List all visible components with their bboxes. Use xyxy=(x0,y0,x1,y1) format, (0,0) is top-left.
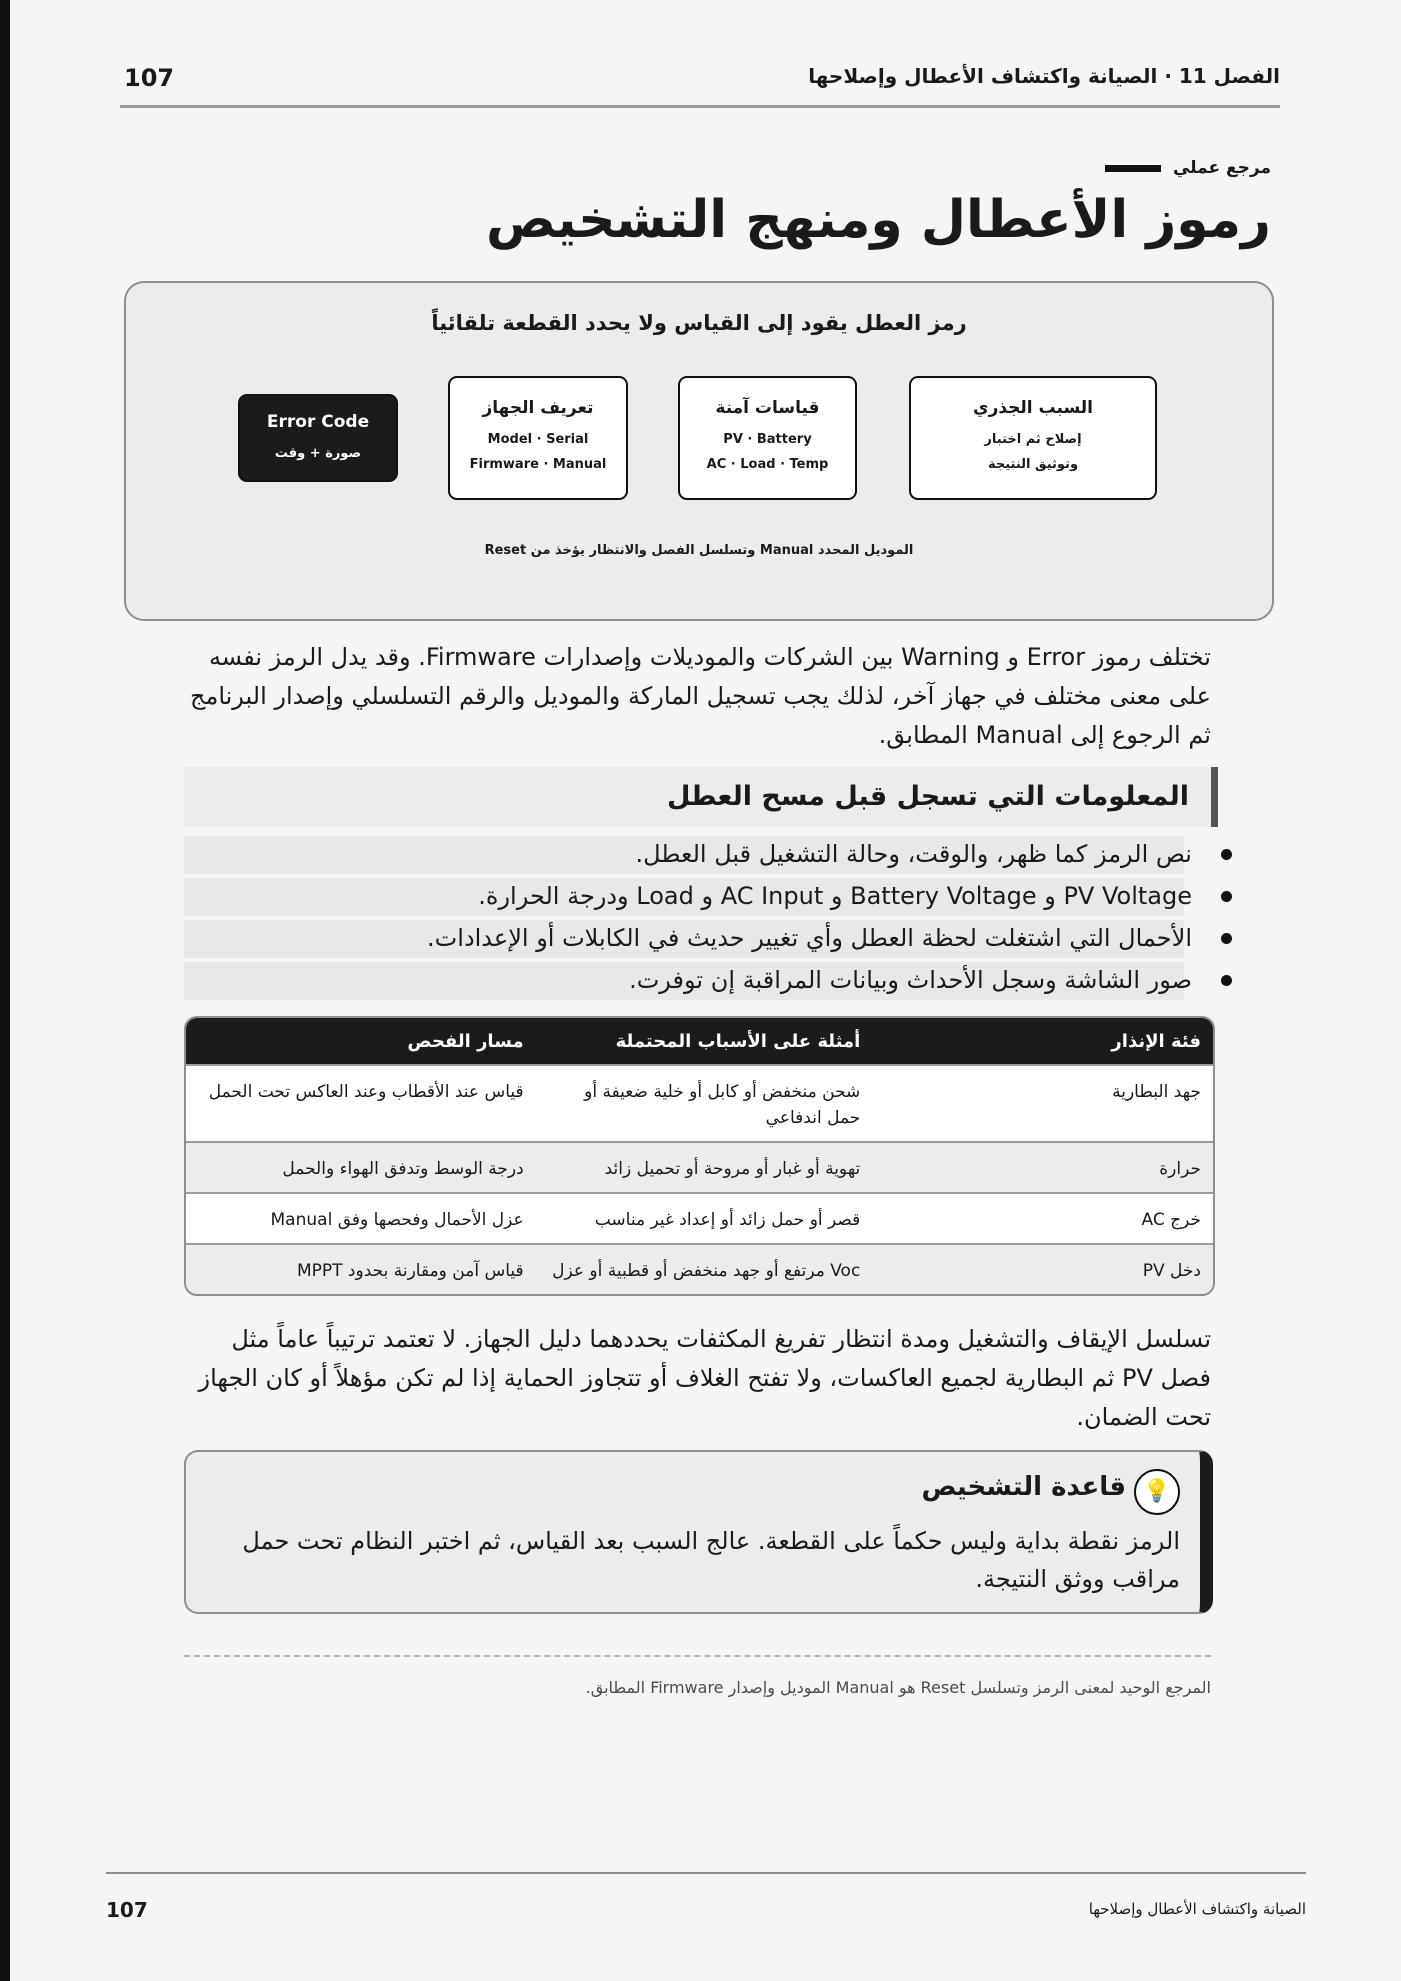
table-cell: Voc مرتفع أو جهد منخفض أو قطبية أو عزل xyxy=(536,1244,873,1294)
flow-node-subtitle: AC · Load · Temp xyxy=(706,457,829,472)
list-item-text: PV Voltage و Battery Voltage و AC Input و Load ودرجة الحرارة. xyxy=(478,882,1192,910)
callout-title: قاعدة التشخيص xyxy=(921,1472,1126,1502)
flow-node-subtitle: صورة + وقت xyxy=(274,446,362,461)
flow-node-root-cause xyxy=(909,376,1157,500)
table-cell: قياس آمن ومقارنة بحدود MPPT xyxy=(186,1244,536,1294)
table-row xyxy=(186,1193,1213,1244)
column-header: فئة الإنذار xyxy=(872,1018,1213,1065)
table-cell: درجة الوسط وتدفق الهواء والحمل xyxy=(186,1142,536,1193)
table-header-row xyxy=(186,1018,1213,1065)
source-note: المرجع الوحيد لمعنى الرمز وتسلسل Reset هو Manual الموديل وإصدار Firmware المطابق. xyxy=(585,1678,1211,1697)
table-cell: قصر أو حمل زائد أو إعداد غير مناسب xyxy=(536,1193,873,1244)
flow-node-device-id xyxy=(448,376,628,500)
table-cell: حرارة xyxy=(872,1142,1213,1193)
diagnosis-flow-diagram xyxy=(124,281,1274,621)
column-header: مسار الفحص xyxy=(186,1018,536,1065)
alarm-table xyxy=(184,1016,1215,1296)
column-header: أمثلة على الأسباب المحتملة xyxy=(536,1018,873,1065)
table-cell: دخل PV xyxy=(872,1244,1213,1294)
flow-node-subtitle: Firmware · Manual xyxy=(469,457,607,472)
section-kicker xyxy=(1105,158,1271,178)
flow-node-title: قياسات آمنة xyxy=(715,398,820,418)
intro-paragraph: تختلف رموز Error و Warning بين الشركات والموديلات وإصدارات Firmware. وقد يدل الرمز نفسه على معنى مختلف في جهاز آخر، لذلك يجب تسجيل الماركة والموديل والرقم التسلسلي وإصدار البرنامج ثم الرجوع إلى Manual المطابق. xyxy=(189,643,1211,749)
table-row xyxy=(186,1244,1213,1294)
kicker-label: مرجع عملي xyxy=(1172,158,1271,178)
book-page xyxy=(10,0,1401,1981)
header-chapter-title: الفصل 11 · الصيانة واكتشاف الأعطال وإصلاحها xyxy=(808,64,1280,88)
list-item-text: نص الرمز كما ظهر، والوقت، وحالة التشغيل قبل العطل. xyxy=(635,840,1192,868)
bullet-icon xyxy=(1221,891,1232,902)
section-heading-box xyxy=(184,767,1218,827)
header-rule xyxy=(120,105,1280,108)
running-header xyxy=(120,62,1280,98)
safety-paragraph: تسلسل الإيقاف والتشغيل ومدة انتظار تفريغ المكثفات يحددهما دليل الجهاز. لا تعتمد ترتيباً عاماً مثل فصل PV ثم البطارية لجميع العاكسات، ولا تفتح الغلاف أو تتجاوز الحماية إذا لم تكن مؤهلاً أو كان الجهاز تحت الضمان. xyxy=(198,1325,1211,1431)
table-row xyxy=(186,1142,1213,1193)
footer-rule xyxy=(106,1872,1306,1874)
list-item-text: صور الشاشة وسجل الأحداث وبيانات المراقبة إن توفرت. xyxy=(629,966,1192,994)
flow-node-error-code xyxy=(238,394,398,482)
flow-node-safe-measurements xyxy=(678,376,857,500)
diagnosis-rule-callout xyxy=(184,1450,1213,1614)
table-cell: شحن منخفض أو كابل أو خلية ضعيفة أو حمل اندفاعي xyxy=(536,1065,873,1142)
bullet-icon xyxy=(1221,849,1232,860)
table-cell: قياس عند الأقطاب وعند العاكس تحت الحمل xyxy=(186,1065,536,1142)
table-cell: جهد البطارية xyxy=(872,1065,1213,1142)
dashed-divider xyxy=(184,1655,1211,1657)
table-row xyxy=(186,1065,1213,1142)
flow-note: الموديل المحدد Manual وتسلسل الفصل والانتظار يؤخذ من Reset xyxy=(484,543,914,558)
callout-text: الرمز نقطة بداية وليس حكماً على القطعة. عالج السبب بعد القياس، ثم اختبر النظام تحت حمل مراقب ووثق النتيجة. xyxy=(242,1527,1180,1593)
header-page-number: 107 xyxy=(124,64,175,92)
page-edge-band xyxy=(0,0,10,1981)
checklist xyxy=(184,836,1232,1004)
flow-title: رمز العطل يقود إلى القياس ولا يحدد القطعة تلقائياً xyxy=(431,311,967,335)
section-heading: المعلومات التي تسجل قبل مسح العطل xyxy=(666,781,1189,812)
table-cell: خرج AC xyxy=(872,1193,1213,1244)
flow-node-subtitle: إصلاح ثم اختبار xyxy=(984,432,1082,447)
footer-page-number: 107 xyxy=(106,1898,148,1922)
kicker-bar xyxy=(1105,165,1161,172)
bullet-icon xyxy=(1221,975,1232,986)
table-cell: تهوية أو غبار أو مروحة أو تحميل زائد xyxy=(536,1142,873,1193)
flow-node-title: السبب الجذري xyxy=(972,398,1093,418)
footer-title: الصيانة واكتشاف الأعطال وإصلاحها xyxy=(1088,1900,1306,1918)
flow-node-subtitle: Model · Serial xyxy=(487,432,589,447)
list-item xyxy=(184,962,1232,1000)
flow-node-subtitle: PV · Battery xyxy=(723,432,812,447)
list-item xyxy=(184,836,1232,874)
list-item-text: الأحمال التي اشتغلت لحظة العطل وأي تغيير حديث في الكابلات أو الإعدادات. xyxy=(427,924,1192,952)
flow-node-subtitle: وتوثيق النتيجة xyxy=(987,457,1079,472)
flow-node-title: Error Code xyxy=(266,412,370,432)
lightbulb-icon: 💡 xyxy=(1134,1469,1180,1515)
flow-node-title: تعريف الجهاز xyxy=(482,398,594,418)
bullet-icon xyxy=(1221,933,1232,944)
list-item xyxy=(184,920,1232,958)
list-item xyxy=(184,878,1232,916)
table-cell: عزل الأحمال وفحصها وفق Manual xyxy=(186,1193,536,1244)
page-title: رموز الأعطال ومنهج التشخيص xyxy=(485,190,1271,250)
